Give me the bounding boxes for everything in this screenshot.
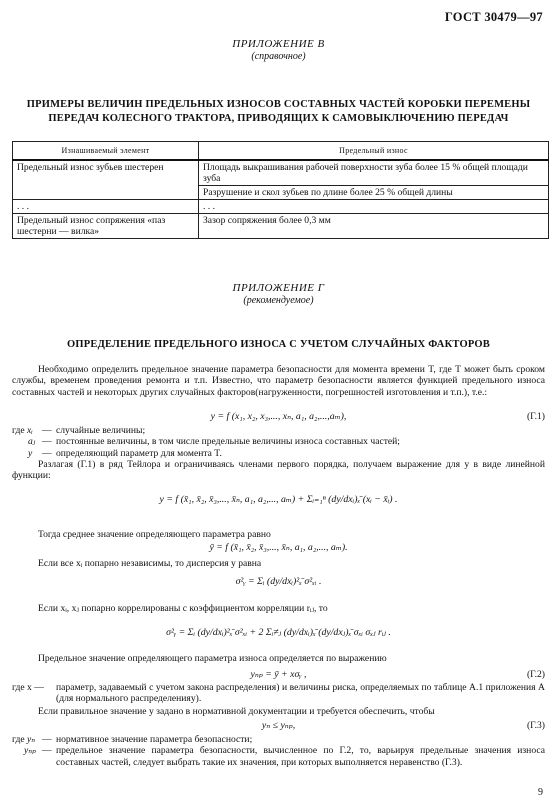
definition-text: случайные величины;	[56, 425, 146, 436]
equation-variance: σ²ᵧ = Σᵢ (dy/dxᵢ)²ₓ̄ σ²ₓᵢ .	[235, 576, 322, 587]
paragraph-taylor: Разлагая (Г.1) в ряд Тейлора и ограничиваясь членами первого порядка, получаем выражение для y в виде линейной функции:	[12, 459, 545, 482]
definition-text: постоянные величины, в том числе предельные величины износа составных частей;	[56, 436, 400, 448]
paragraph-normative: Если правильное значение y задано в нормативной документации и требуется обеспечить, чтобы	[38, 706, 435, 717]
equation-g3: yₙ ≤ yₙₚ,	[261, 720, 296, 731]
equation-g2: yₙₚ = ȳ + xσᵧ ,	[250, 669, 307, 680]
appendix-g-subtitle: (рекомендуемое)	[243, 295, 314, 306]
definition-item: y — определяющий параметр для момента T.	[12, 448, 545, 459]
table-cell: Зазор сопряжения более 0,3 мм	[199, 214, 549, 239]
definition-symbol: aⱼ	[28, 436, 36, 448]
paragraph-limit: Предельное значение определяющего параметра износа определяется по выражению	[38, 653, 387, 664]
table-header-row	[13, 142, 549, 161]
definition-text: параметр, задаваемый с учетом закона распределения) и величины риска, определяемых по таблице А.1 приложения А (для нормального распределенияy).	[56, 682, 545, 705]
appendix-b-subtitle: (справочное)	[251, 51, 306, 62]
definition-symbol: где x —	[12, 682, 44, 693]
definition-item: yₙₚ — предельное значение параметра безопасности, вычисленное по Г.2, то, варьируя предельные значения износа составных частей, следует выбрать такие их значения, при которых выполняется неравенство (Г.3).	[12, 745, 545, 768]
definition-symbol: где yₙ	[12, 734, 36, 745]
definition-symbol: y	[28, 447, 33, 459]
definition-item: где xᵢ — случайные величины;	[12, 425, 545, 436]
definitions-list-3	[12, 734, 545, 768]
table-cell: Предельный износ сопряжения «паз шестерни — вилка»	[13, 214, 199, 239]
appendix-b-heading-line2: ПЕРЕДАЧ КОЛЕСНОГО ТРАКТОРА, ПРИВОДЯЩИХ К САМОВЫКЛЮЧЕНИЮ ПЕРЕДАЧ	[48, 113, 509, 124]
appendix-g-heading: ОПРЕДЕЛЕНИЕ ПРЕДЕЛЬНОГО ИЗНОСА С УЧЕТОМ СЛУЧАЙНЫХ ФАКТОРОВ	[67, 339, 490, 350]
table-cell: . . .	[13, 200, 199, 214]
equation-number-g2: (Г.2)	[526, 669, 545, 680]
definitions-list-2	[12, 682, 545, 705]
table-header-element: Изнашиваемый элемент	[13, 142, 199, 161]
definition-text: предельное значение параметра безопасности, вычисленное по Г.2, то, варьируя предельные значения износа составных частей, следует выбрать такие их значения, при которых выполняется неравенство (Г.3).	[56, 745, 545, 768]
appendix-b-title: ПРИЛОЖЕНИЕ В	[232, 38, 325, 50]
definition-text: определяющий параметр для момента T.	[56, 447, 222, 459]
definition-symbol: yₙₚ	[24, 745, 36, 757]
definition-item: aⱼ — постоянные величины, в том числе предельные величины износа составных частей;	[12, 436, 545, 447]
table-cell: Разрушение и скол зубьев по длине более 25 % общей длины	[199, 186, 549, 200]
definitions-list-1	[12, 425, 545, 459]
definition-item: где yₙ — нормативное значение параметра безопасности;	[12, 734, 545, 745]
table-cell: . . .	[199, 200, 549, 214]
definition-symbol: где xᵢ	[12, 425, 33, 436]
equation-g1: y = f (x₁, x₂, x₃,..., xₙ, a₁, a₂,...,aₘ),	[210, 411, 347, 422]
wear-limits-table	[12, 141, 549, 239]
paragraph-mean: Тогда среднее значение определяющего параметра равно	[38, 529, 271, 540]
equation-taylor: y = f (x̄₁, x̄₂, x̄₃,..., x̄ₙ, a₁, a₂,..., aₘ) + Σᵢ₌₁ⁿ (dy/dxᵢ)ₓ̄ (xᵢ − x̄ᵢ) .	[159, 494, 398, 505]
appendix-b-heading-line1: ПРИМЕРЫ ВЕЛИЧИН ПРЕДЕЛЬНЫХ ИЗНОСОВ СОСТАВНЫХ ЧАСТЕЙ КОРОБКИ ПЕРЕМЕНЫ	[26, 99, 531, 110]
equation-number-g3: (Г.3)	[526, 720, 545, 731]
table-cell: Площадь выкрашивания рабочей поверхности зуба более 15 % общей площади зуба	[199, 160, 549, 186]
equation-number-g1: (Г.1)	[526, 411, 545, 422]
table-row	[13, 200, 549, 214]
equation-mean: ȳ = f (x̄₁, x̄₂, x̄₃,..., x̄ₙ, a₁, a₂,..., aₘ).	[209, 542, 348, 553]
equation-correlated-variance: σ²ᵧ = Σᵢ (dy/dxᵢ)²ₓ̄ σ²ₓᵢ + 2 Σᵢ≠ⱼ (dy/dxᵢ)ₓ̄ (dy/dxⱼ)ₓ̄ σₓᵢ σₓⱼ rᵢⱼ .	[166, 627, 391, 638]
paragraph-correlated: Если xᵢ, xⱼ попарно коррелированы с коэффициентом корреляции rᵢⱼ, то	[38, 603, 328, 614]
standard-number: ГОСТ 30479—97	[444, 10, 543, 24]
paragraph-variance: Если все xᵢ попарно независимы, то дисперсия y равна	[38, 558, 262, 569]
definition-item	[12, 682, 545, 705]
paragraph-intro: Необходимо определить предельное значение параметра безопасности для момента времени T, где T может быть сроком службы, временем проведения ремонта и т.п. Известно, что параметр безопасности является функцией предельного износа составных частей и некоторых других случайных факторов(нагруженности, погрешностей изготовления и т.п.), т.е.:	[12, 364, 545, 398]
table-row	[13, 160, 549, 186]
appendix-g-title: ПРИЛОЖЕНИЕ Г	[232, 282, 325, 294]
table-row	[13, 214, 549, 239]
table-cell: Предельный износ зубьев шестерен	[13, 160, 199, 200]
table-header-limit: Предельный износ	[199, 142, 549, 161]
definition-text: нормативное значение параметра безопасности;	[56, 734, 253, 745]
page-number: 9	[538, 787, 543, 798]
